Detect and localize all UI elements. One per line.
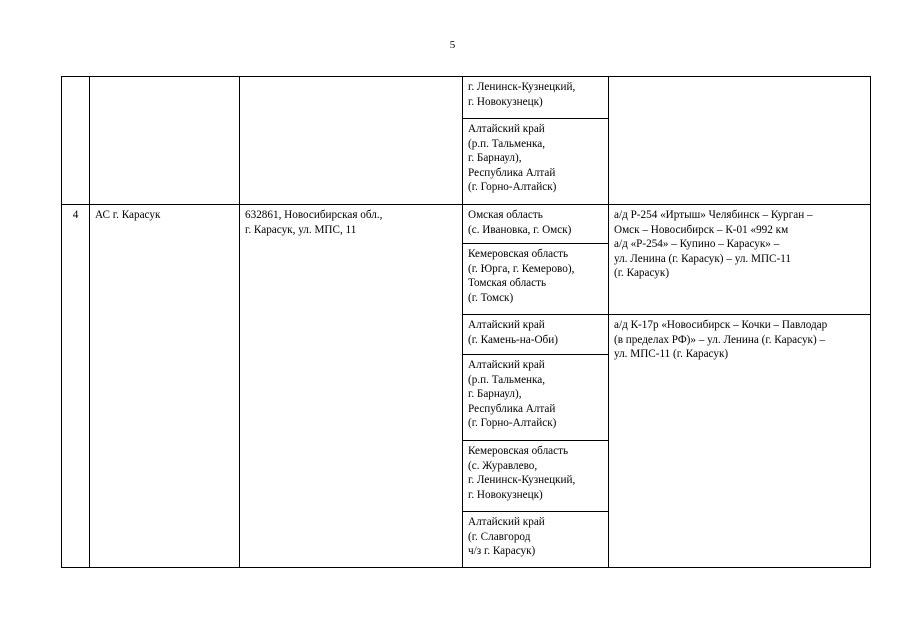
region-cell: Кемеровская область (г. Юрга, г. Кемерово), Томская область (г. Томск) (463, 244, 609, 315)
station-name-cell: АС г. Карасук (90, 205, 240, 568)
region-cell: Алтайский край (р.п. Тальменка, г. Барнаул), Республика Алтай (г. Горно-Алтайск) (463, 355, 609, 441)
row-number-cell (62, 77, 90, 205)
route-cell (609, 77, 871, 205)
region-cell: Омская область (с. Ивановка, г. Омск) (463, 205, 609, 244)
table-row (62, 205, 871, 244)
address-cell: 632861, Новосибирская обл., г. Карасук, ул. МПС, 11 (240, 205, 463, 568)
row-number-cell: 4 (62, 205, 90, 568)
region-cell: Алтайский край (г. Камень-на-Оби) (463, 315, 609, 355)
stations-table (61, 76, 871, 568)
page-number: 5 (449, 39, 456, 51)
region-cell: Кемеровская область (с. Журавлево, г. Ленинск-Кузнецкий, г. Новокузнецк) (463, 441, 609, 512)
station-name-cell (90, 77, 240, 205)
table-row (62, 77, 871, 119)
region-cell: г. Ленинск-Кузнецкий, г. Новокузнецк) (463, 77, 609, 119)
route-cell: а/д Р-254 «Иртыш» Челябинск – Курган – Омск – Новосибирск – К-01 «992 км а/д «Р-254» – Купино – Карасук» – ул. Ленина (г. Карасук) – ул. МПС-11 (г. Карасук) (609, 205, 871, 315)
region-cell: Алтайский край (р.п. Тальменка, г. Барнаул), Республика Алтай (г. Горно-Алтайск) (463, 119, 609, 205)
region-cell: Алтайский край (г. Славгород ч/з г. Карасук) (463, 512, 609, 568)
address-cell (240, 77, 463, 205)
route-cell: а/д К-17р «Новосибирск – Кочки – Павлодар (в пределах РФ)» – ул. Ленина (г. Карасук) – ул. МПС-11 (г. Карасук) (609, 315, 871, 568)
